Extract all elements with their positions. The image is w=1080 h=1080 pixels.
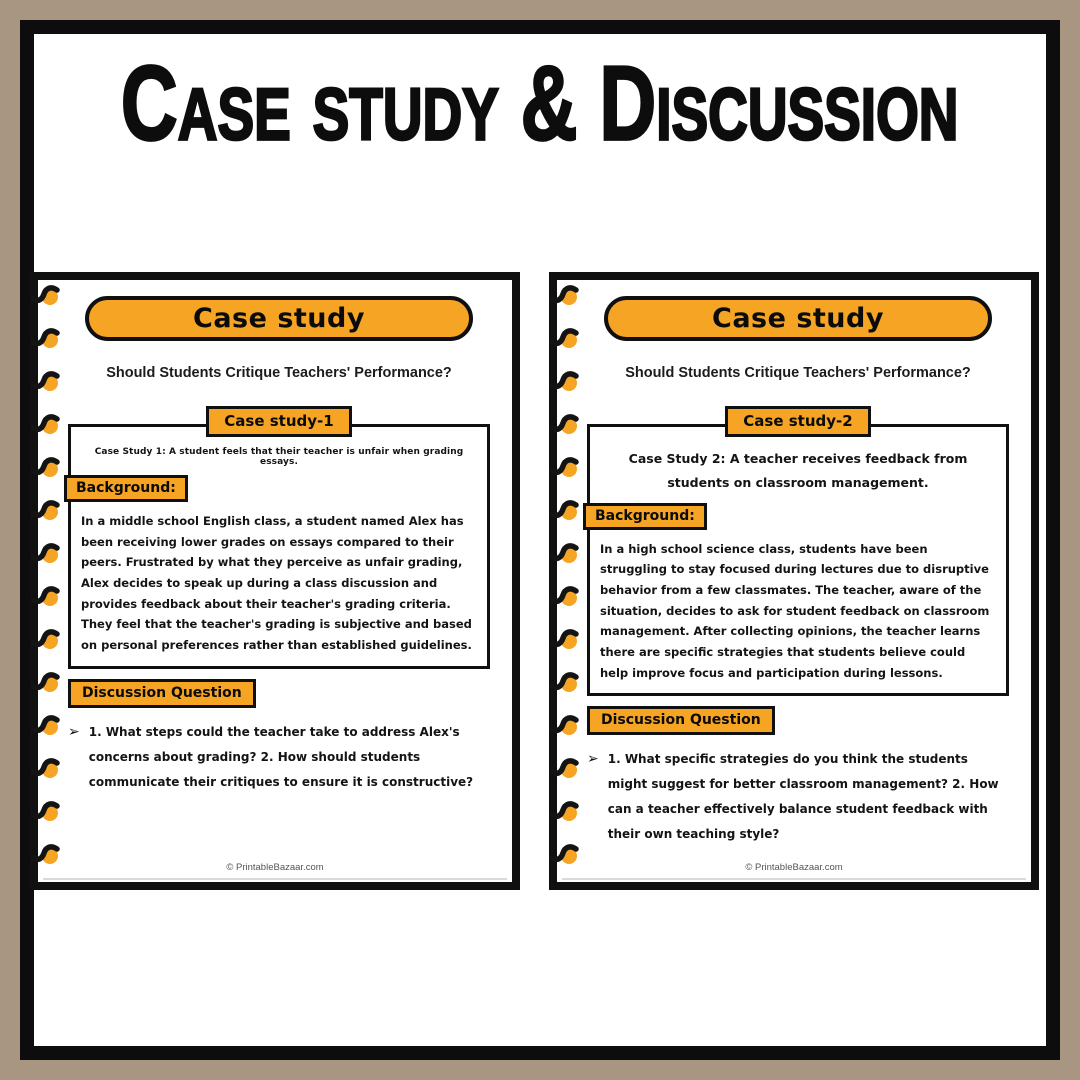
case-study-box	[68, 424, 490, 669]
spiral-binding	[31, 280, 65, 882]
page-title	[0, 44, 1080, 163]
discussion-text: 1. What steps could the teacher take to address Alex's concerns about grading? 2. How should students communicate their critiques to ensure it is constructive?	[88, 724, 474, 789]
spiral-ring-icon	[550, 626, 582, 652]
spiral-ring-icon	[31, 540, 63, 566]
spiral-ring-icon	[550, 282, 582, 308]
spiral-ring-icon	[31, 411, 63, 437]
spiral-ring-icon	[550, 497, 582, 523]
arrow-bullet-icon: ➢	[68, 723, 80, 740]
discussion-text: 1. What specific strategies do you think the students might suggest for better classroom management? 2. How can a teacher effectively balance student feedback with their own teaching style?	[607, 752, 999, 842]
background-tag: Background:	[583, 503, 707, 530]
case-number-tag: Case study-1	[206, 406, 351, 437]
banner-label: Case study	[193, 303, 365, 334]
spiral-ring-icon	[550, 540, 582, 566]
spiral-ring-icon	[31, 755, 63, 781]
spiral-ring-icon	[31, 626, 63, 652]
spiral-ring-icon	[31, 282, 63, 308]
footer-credit: © PrintableBazaar.com	[562, 862, 1026, 880]
worksheet-subtitle: Should Students Critique Teachers' Performance?	[625, 365, 971, 381]
spiral-ring-icon	[550, 798, 582, 824]
spiral-ring-icon	[550, 411, 582, 437]
spiral-ring-icon	[31, 798, 63, 824]
spiral-binding	[550, 280, 584, 882]
worksheet-subtitle: Should Students Critique Teachers' Performance?	[106, 365, 452, 381]
spiral-ring-icon	[31, 583, 63, 609]
discussion-question-tag: Discussion Question	[68, 679, 256, 708]
case-summary: Case Study 2: A teacher receives feedback from students on classroom management.	[628, 451, 968, 490]
spiral-ring-icon	[550, 454, 582, 480]
spiral-ring-icon	[31, 497, 63, 523]
discussion-question-tag: Discussion Question	[587, 706, 775, 735]
discussion-question	[68, 720, 490, 795]
spiral-ring-icon	[550, 583, 582, 609]
spiral-ring-icon	[31, 325, 63, 351]
footer-credit: © PrintableBazaar.com	[43, 862, 507, 880]
background-text: In a high school science class, students have been struggling to stay focused during lectures due to disruptive behavior from a few classmates. The teacher, aware of the situation, decides to ask for student feedback on classroom management. After collecting opinions, the teacher learns there are specific strategies that students believe could help improve focus and participation during lessons.	[600, 541, 990, 680]
banner-label: Case study	[712, 303, 884, 334]
worksheet-page-2	[549, 272, 1039, 890]
spiral-ring-icon	[550, 712, 582, 738]
background-text: In a middle school English class, a student named Alex has been receiving lower grades on essays compared to their peers. Frustrated by what they perceive as unfair grading, Alex decides to speak up during a class discussion and provides feedback about their teacher's grading criteria. They feel that the teacher's grading is subjective and based on personal preferences rather than established guidelines.	[81, 514, 472, 653]
spiral-ring-icon	[550, 325, 582, 351]
arrow-bullet-icon: ➢	[587, 751, 599, 768]
discussion-question	[587, 747, 1009, 847]
spiral-ring-icon	[550, 368, 582, 394]
spiral-ring-icon	[31, 454, 63, 480]
background-tag: Background:	[64, 475, 188, 502]
spiral-ring-icon	[550, 755, 582, 781]
spiral-ring-icon	[31, 368, 63, 394]
case-study-banner	[604, 296, 992, 341]
spiral-ring-icon	[31, 669, 63, 695]
page-title-text: Case study & Discussion	[121, 45, 959, 163]
spiral-ring-icon	[550, 669, 582, 695]
case-study-banner	[85, 296, 473, 341]
case-study-box	[587, 424, 1009, 696]
spiral-ring-icon	[31, 712, 63, 738]
case-summary: Case Study 1: A student feels that their teacher is unfair when grading essays.	[94, 447, 464, 467]
worksheet-page-1	[30, 272, 520, 890]
case-number-tag: Case study-2	[725, 406, 870, 437]
